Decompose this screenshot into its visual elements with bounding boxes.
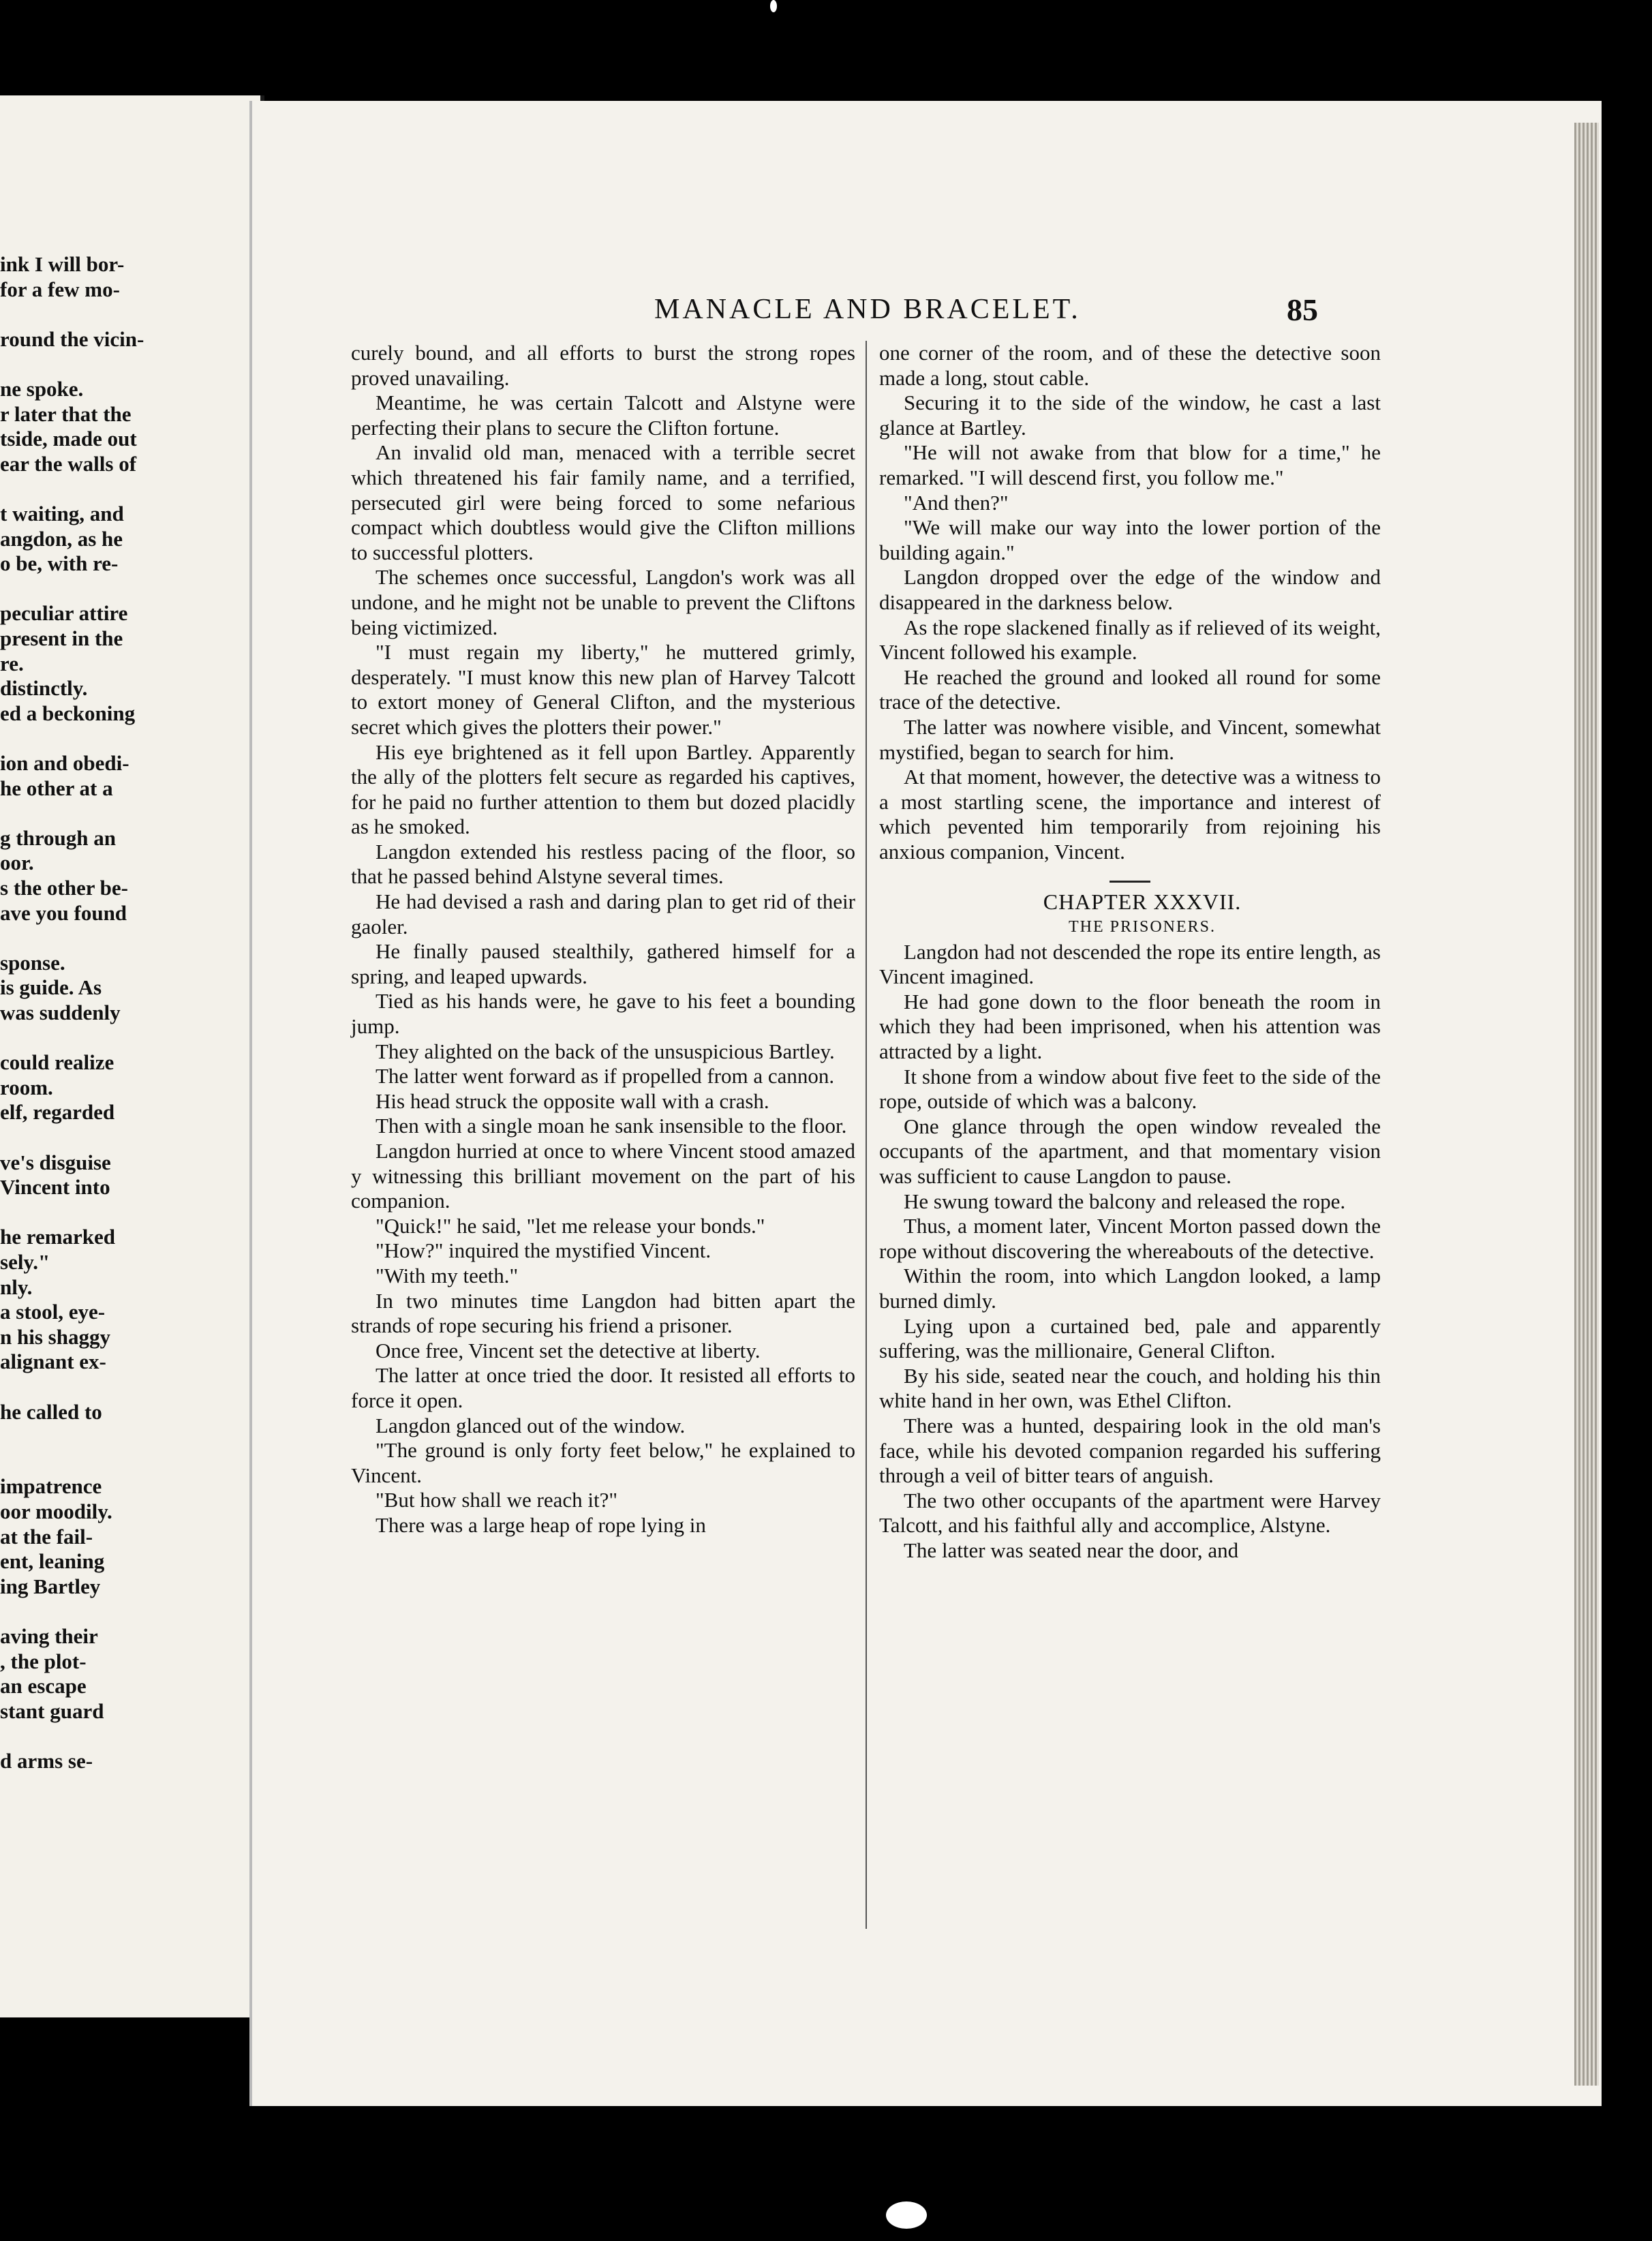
paragraph: In two minutes time Langdon had bitten apart the strands of rope securing his friend a prisoner. — [351, 1288, 855, 1338]
left-page-line: Vincent into — [0, 1175, 110, 1200]
left-page-line: sely." — [0, 1250, 50, 1274]
left-page-line: d arms se- — [0, 1749, 93, 1773]
paragraph: Then with a single moan he sank insensible to the floor. — [376, 1114, 847, 1138]
paragraph: "And then?" — [904, 490, 1009, 515]
left-page-line: ion and obedi- — [0, 751, 129, 775]
paragraph: Lying upon a curtained bed, pale and apparently suffering, was the millionaire, General Clifton. — [879, 1313, 1381, 1363]
left-page-line: round the vicin- — [0, 326, 144, 351]
left-page-line: present in the — [0, 626, 123, 650]
left-page-line: could realize — [0, 1050, 114, 1075]
chapter-title: CHAPTER XXXVII. — [1043, 889, 1242, 915]
left-page-line: elf, regarded — [0, 1100, 115, 1125]
left-page-line: ear the walls of — [0, 451, 137, 476]
left-page-line: room. — [0, 1075, 53, 1099]
paragraph: curely bound, and all efforts to burst the strong ropes proved unavailing. — [351, 341, 855, 390]
left-page-fragment — [0, 95, 264, 2017]
paragraph: It shone from a window about five feet to the side of the rope, outside of which was a balcony. — [879, 1064, 1381, 1114]
left-page-line: ent, leaning — [0, 1549, 105, 1574]
left-page-line: distinctly. — [0, 676, 88, 701]
left-page-line: nly. — [0, 1275, 33, 1299]
paragraph: Langdon glanced out of the window. — [376, 1413, 686, 1437]
left-page-line: ing Bartley — [0, 1574, 101, 1598]
paragraph: The latter was seated near the door, and — [904, 1538, 1239, 1562]
paragraph: The latter at once tried the door. It resisted all efforts to force it open. — [351, 1363, 855, 1412]
print-speck — [770, 0, 777, 12]
paragraph: "But how shall we reach it?" — [376, 1488, 618, 1512]
paragraph: Langdon had not descended the rope its entire length, as Vincent imagined. — [879, 939, 1381, 989]
paragraph: Tied as his hands were, he gave to his feet a bounding jump. — [351, 989, 855, 1039]
chapter-rule — [1110, 881, 1150, 883]
paragraph: Langdon extended his restless pacing of the floor, so that he passed behind Alstyne several times. — [351, 839, 855, 889]
left-page-line: is guide. As — [0, 975, 102, 1000]
paragraph: The latter was nowhere visible, and Vincent, somewhat mystified, began to search for him. — [879, 714, 1381, 764]
text-column-2 — [879, 341, 1381, 1564]
paragraph: There was a hunted, despairing look in the old man's face, while his devoted companion regarded his suffering through a veil of bitter tears of anguish. — [879, 1413, 1381, 1488]
paragraph: He finally paused stealthily, gathered himself for a spring, and leaped upwards. — [351, 939, 855, 988]
paragraph: Once free, Vincent set the detective at liberty. — [376, 1338, 761, 1362]
left-page-line: tside, made out — [0, 427, 137, 451]
left-page-line: was suddenly — [0, 1001, 121, 1024]
paragraph: "How?" inquired the mystified Vincent. — [376, 1238, 712, 1263]
left-page-line: impatrence — [0, 1474, 102, 1499]
print-speck — [886, 2201, 927, 2229]
paragraph: There was a large heap of rope lying in — [376, 1512, 706, 1537]
left-page-line: o be, with re- — [0, 551, 119, 576]
paragraph: By his side, seated near the couch, and holding his thin white hand in her own, was Ethel Clifton. — [879, 1363, 1381, 1413]
paragraph: One glance through the open window revealed the occupants of the apartment, and that momentary vision was sufficient to cause Langdon to pause. — [879, 1114, 1381, 1188]
text-column-1 — [351, 341, 855, 1538]
left-page-line: ne spoke. — [0, 377, 84, 401]
paragraph: He had gone down to the floor beneath the room in which they had been imprisoned, when his attention was attracted by a light. — [879, 989, 1381, 1064]
left-page-line: t waiting, and — [0, 502, 124, 525]
paragraph: The latter went forward as if propelled from a cannon. — [376, 1064, 835, 1088]
paragraph: "The ground is only forty feet below," he explained to Vincent. — [351, 1438, 855, 1487]
page-number: 85 — [1287, 292, 1318, 327]
paragraph: Within the room, into which Langdon looked, a lamp burned dimly. — [879, 1264, 1381, 1313]
running-title: MANACLE AND BRACELET. — [654, 294, 1081, 325]
left-page-line: for a few mo- — [0, 277, 120, 301]
paragraph: His head struck the opposite wall with a crash. — [376, 1088, 769, 1113]
left-page-line: peculiar attire — [0, 601, 128, 626]
left-page-line: he other at a — [0, 776, 113, 800]
paragraph: Securing it to the side of the window, he cast a last glance at Bartley. — [879, 391, 1381, 440]
left-page-line: at the fail- — [0, 1524, 93, 1549]
paragraph: Langdon dropped over the edge of the window and disappeared in the darkness below. — [879, 565, 1381, 614]
left-page-line: ve's disguise — [0, 1150, 111, 1174]
paragraph: They alighted on the back of the unsuspicious Bartley. — [376, 1039, 835, 1063]
left-page-line: , the plot- — [0, 1649, 87, 1673]
left-page-line: aving their — [0, 1624, 98, 1648]
left-page-line: he remarked — [0, 1225, 116, 1249]
left-page-line: a stool, eye- — [0, 1300, 106, 1324]
paragraph: As the rope slackened finally as if relieved of its weight, Vincent followed his example. — [879, 615, 1381, 665]
paragraph: At that moment, however, the detective was a witness to a most startling scene, the importance and interest of which pevented him temporarily from rejoining his anxious companion, Vincent. — [879, 765, 1381, 864]
paragraph: An invalid old man, menaced with a terrible secret which threatened his fair family name, and a terrified, persecuted girl were being forced to some nefarious compact which doubtless would give the Clifton millions to successful plotters. — [351, 440, 855, 564]
paragraph: "I must regain my liberty," he muttered grimly, desperately. "I must know this new plan of Harvey Talcott to extort money of General Clifton, and the mysterious secret which gives the plotters their power." — [351, 640, 855, 739]
paragraph: The two other occupants of the apartment were Harvey Talcott, and his faithful ally and accomplice, Alstyne. — [879, 1488, 1381, 1538]
left-page-line: he called to — [0, 1399, 102, 1424]
left-page-line: re. — [0, 651, 24, 675]
paragraph: The schemes once successful, Langdon's work was all undone, and he might not be unable to prevent the Cliftons being victimized. — [351, 565, 855, 639]
paragraph: "Quick!" he said, "let me release your bonds." — [376, 1213, 765, 1238]
page-header — [654, 293, 1472, 334]
paragraph: "We will make our way into the lower portion of the building again." — [879, 515, 1381, 564]
paragraph: Meantime, he was certain Talcott and Alstyne were perfecting their plans to secure the Clifton fortune. — [351, 391, 855, 440]
paragraph: one corner of the room, and of these the detective soon made a long, stout cable. — [879, 341, 1381, 390]
left-page-line: alignant ex- — [0, 1350, 106, 1374]
paragraph: "With my teeth." — [376, 1263, 519, 1287]
left-page-line: sponse. — [0, 950, 65, 975]
paragraph: He reached the ground and looked all round for some trace of the detective. — [879, 665, 1381, 714]
left-page-line: r later that the — [0, 401, 132, 426]
page-edge — [1574, 123, 1599, 2086]
paragraph: "He will not awake from that blow for a time," he remarked. "I will descend first, you follow me." — [879, 440, 1381, 489]
left-page-line: oor moodily. — [0, 1499, 112, 1523]
left-page-line: ink I will bor- — [0, 252, 125, 276]
left-page-line: angdon, as he — [0, 526, 123, 551]
paragraph: He had devised a rash and daring plan to get rid of their gaoler. — [351, 889, 855, 939]
left-page-line: ave you found — [0, 900, 127, 925]
paragraph: Thus, a moment later, Vincent Morton passed down the rope without discovering the whereabouts of the detective. — [879, 1214, 1381, 1263]
left-page-line: s the other be- — [0, 876, 128, 900]
left-page-line: oor. — [0, 851, 34, 875]
left-page-line: g through an — [0, 825, 116, 850]
paragraph: His eye brightened as it fell upon Bartley. Apparently the ally of the plotters felt secure as regarded his captives, for he paid no further attention to them but dozed placidly as he smoked. — [351, 740, 855, 839]
paragraph: Langdon hurried at once to where Vincent stood amazed y witnessing this brilliant movement on the part of his companion. — [351, 1139, 855, 1213]
left-page-line: stant guard — [0, 1698, 104, 1723]
column-divider — [866, 341, 867, 1929]
left-page-line: an escape — [0, 1674, 87, 1698]
left-page-line: n his shaggy — [0, 1324, 110, 1349]
left-page-line: ed a beckoning — [0, 701, 136, 725]
paragraph: He swung toward the balcony and released the rope. — [904, 1189, 1346, 1213]
chapter-subtitle: THE PRISONERS. — [1068, 918, 1217, 936]
